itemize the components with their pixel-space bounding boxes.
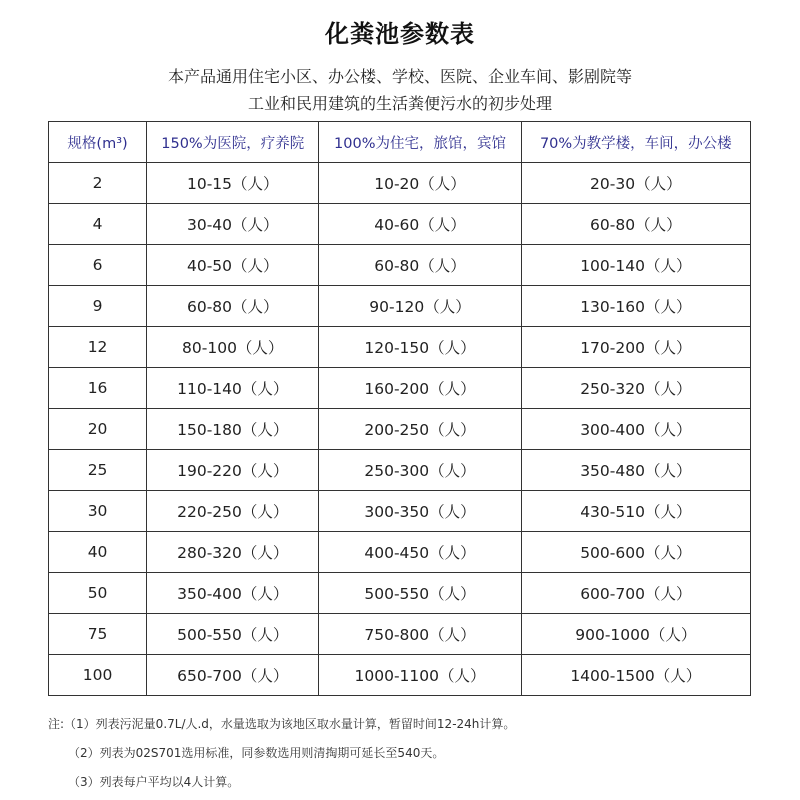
table-row: [49, 409, 751, 450]
cell-spec: 25: [49, 450, 147, 491]
cell-office: 900-1000（人）: [521, 614, 750, 655]
table-row: [49, 286, 751, 327]
cell-office: 500-600（人）: [521, 532, 750, 573]
septic-tank-parameter-table: [48, 121, 751, 696]
table-row: [49, 491, 751, 532]
subtitle-line-2: 工业和民用建筑的生活粪便污水的初步处理: [247, 94, 552, 113]
table-row: [49, 450, 751, 491]
cell-spec: 20: [49, 409, 147, 450]
note-2: （2）列表为02S701选用标准，同参数选用则清掏期可延长至540天。: [68, 746, 445, 760]
cell-office: 250-320（人）: [521, 368, 750, 409]
cell-residential: 120-150（人）: [319, 327, 521, 368]
table-row: [49, 655, 751, 696]
subtitle-line-1: 本产品通用住宅小区、办公楼、学校、医院、企业车间、影剧院等: [167, 67, 632, 86]
table-row: [49, 573, 751, 614]
cell-office: 170-200（人）: [521, 327, 750, 368]
cell-office: 350-480（人）: [521, 450, 750, 491]
cell-spec: 4: [49, 204, 147, 245]
cell-hospital: 80-100（人）: [147, 327, 319, 368]
cell-hospital: 30-40（人）: [147, 204, 319, 245]
header-office: 70%为教学楼，车间，办公楼: [521, 122, 750, 163]
cell-spec: 6: [49, 245, 147, 286]
table-header-row: [49, 122, 751, 163]
cell-residential: 60-80（人）: [319, 245, 521, 286]
cell-hospital: 60-80（人）: [147, 286, 319, 327]
table-row: [49, 327, 751, 368]
cell-hospital: 150-180（人）: [147, 409, 319, 450]
cell-residential: 90-120（人）: [319, 286, 521, 327]
header-residential: 100%为住宅，旅馆，宾馆: [319, 122, 521, 163]
page-title: 化粪池参数表: [325, 20, 475, 48]
cell-hospital: 110-140（人）: [147, 368, 319, 409]
cell-office: 60-80（人）: [521, 204, 750, 245]
table-row: [49, 368, 751, 409]
table-row: [49, 532, 751, 573]
cell-residential: 750-800（人）: [319, 614, 521, 655]
cell-office: 600-700（人）: [521, 573, 750, 614]
cell-office: 430-510（人）: [521, 491, 750, 532]
cell-spec: 100: [49, 655, 147, 696]
cell-residential: 400-450（人）: [319, 532, 521, 573]
cell-spec: 40: [49, 532, 147, 573]
header-hospital: 150%为医院，疗养院: [147, 122, 319, 163]
cell-residential: 300-350（人）: [319, 491, 521, 532]
cell-spec: 9: [49, 286, 147, 327]
table-row: [49, 614, 751, 655]
cell-residential: 200-250（人）: [319, 409, 521, 450]
cell-spec: 2: [49, 163, 147, 204]
table-body: [49, 163, 751, 696]
cell-hospital: 10-15（人）: [147, 163, 319, 204]
cell-hospital: 650-700（人）: [147, 655, 319, 696]
cell-spec: 50: [49, 573, 147, 614]
cell-hospital: 350-400（人）: [147, 573, 319, 614]
table-row: [49, 163, 751, 204]
note-3: （3）列表每户平均以4人计算。: [68, 775, 240, 789]
cell-office: 1400-1500（人）: [521, 655, 750, 696]
cell-residential: 500-550（人）: [319, 573, 521, 614]
cell-spec: 30: [49, 491, 147, 532]
cell-residential: 10-20（人）: [319, 163, 521, 204]
cell-hospital: 190-220（人）: [147, 450, 319, 491]
cell-office: 100-140（人）: [521, 245, 750, 286]
cell-spec: 16: [49, 368, 147, 409]
cell-hospital: 280-320（人）: [147, 532, 319, 573]
cell-office: 130-160（人）: [521, 286, 750, 327]
cell-spec: 75: [49, 614, 147, 655]
note-1: 注:（1）列表污泥量0.7L/人.d，水量选取为该地区取水量计算，暂留时间12-24h计算。: [48, 717, 516, 731]
cell-spec: 12: [49, 327, 147, 368]
cell-office: 20-30（人）: [521, 163, 750, 204]
cell-residential: 1000-1100（人）: [319, 655, 521, 696]
cell-residential: 40-60（人）: [319, 204, 521, 245]
table-row: [49, 204, 751, 245]
cell-residential: 250-300（人）: [319, 450, 521, 491]
cell-office: 300-400（人）: [521, 409, 750, 450]
cell-residential: 160-200（人）: [319, 368, 521, 409]
header-spec: 规格(m³): [49, 122, 147, 163]
cell-hospital: 500-550（人）: [147, 614, 319, 655]
table-row: [49, 245, 751, 286]
cell-hospital: 220-250（人）: [147, 491, 319, 532]
cell-hospital: 40-50（人）: [147, 245, 319, 286]
